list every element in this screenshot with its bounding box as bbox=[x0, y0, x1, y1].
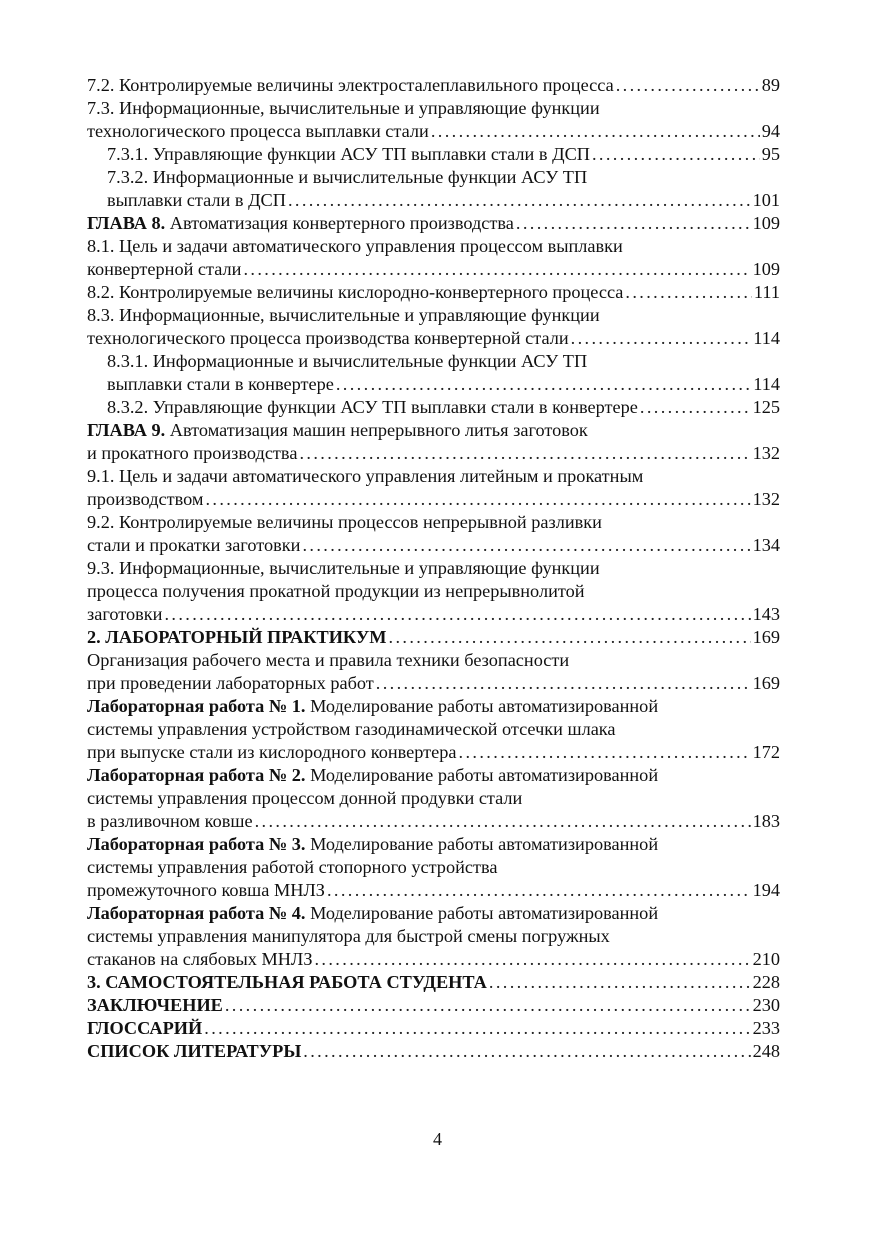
toc-page-number: 95 bbox=[761, 144, 780, 164]
dot-leader bbox=[616, 74, 760, 97]
toc-entry-text: промежуточного ковша МНЛЗ bbox=[87, 880, 325, 900]
toc-entry-text: при выпуске стали из кислородного конвертера bbox=[87, 742, 457, 762]
table-of-contents bbox=[87, 74, 780, 1063]
toc-entry-bold-label: 3. САМОСТОЯТЕЛЬНАЯ РАБОТА СТУДЕНТА bbox=[87, 972, 487, 992]
toc-page-number: 109 bbox=[752, 213, 780, 233]
toc-entry-line bbox=[87, 626, 780, 649]
toc-entry-line bbox=[87, 235, 780, 258]
toc-entry-bold-label: ЗАКЛЮЧЕНИЕ bbox=[87, 995, 223, 1015]
toc-entry[interactable] bbox=[87, 511, 780, 557]
toc-entry[interactable] bbox=[87, 557, 780, 626]
toc-entry-text: 7.2. Контролируемые величины электросталеплавильного процесса bbox=[87, 75, 614, 95]
toc-entry-text: Организация рабочего места и правила техники безопасности bbox=[87, 650, 570, 670]
toc-page-number: 89 bbox=[761, 75, 780, 95]
toc-entry-line bbox=[87, 557, 780, 580]
toc-entry-line bbox=[87, 603, 780, 626]
toc-page-number: 125 bbox=[752, 397, 780, 417]
toc-entry-text: в разливочном ковше bbox=[87, 811, 253, 831]
toc-entry-text: Моделирование работы автоматизированной bbox=[305, 696, 659, 716]
toc-entry-text: выплавки стали в конвертере bbox=[107, 374, 334, 394]
toc-entry-line bbox=[87, 971, 780, 994]
toc-page-number: 228 bbox=[752, 972, 780, 992]
toc-page-number: 114 bbox=[753, 374, 780, 394]
toc-page-number: 143 bbox=[752, 604, 780, 624]
toc-entry-text: 8.3.1. Информационные и вычислительные функции АСУ ТП bbox=[107, 351, 588, 371]
dot-leader bbox=[225, 994, 751, 1017]
toc-entry-text: 8.2. Контролируемые величины кислородно-конвертерного процесса bbox=[87, 282, 624, 302]
toc-entry-line bbox=[87, 787, 780, 810]
toc-page-number: 248 bbox=[752, 1041, 780, 1061]
toc-entry-bold-label: 2. ЛАБОРАТОРНЫЙ ПРАКТИКУМ bbox=[87, 627, 387, 647]
toc-entry[interactable] bbox=[87, 396, 780, 419]
toc-entry-line bbox=[87, 879, 780, 902]
toc-entry-line bbox=[87, 994, 780, 1017]
toc-entry-text: 7.3.1. Управляющие функции АСУ ТП выплавки стали в ДСП bbox=[107, 144, 590, 164]
toc-entry-line bbox=[87, 948, 780, 971]
dot-leader bbox=[288, 189, 751, 212]
toc-entry[interactable] bbox=[87, 649, 780, 695]
toc-entry-text: 8.1. Цель и задачи автоматического управления процессом выплавки bbox=[87, 236, 623, 256]
toc-entry-line bbox=[87, 511, 780, 534]
toc-entry-text: заготовки bbox=[87, 604, 163, 624]
toc-entry-text: системы управления работой стопорного устройства bbox=[87, 857, 498, 877]
toc-page-number: 114 bbox=[753, 328, 780, 348]
toc-entry-bold-label: Лабораторная работа № 1. bbox=[87, 696, 306, 716]
dot-leader bbox=[640, 396, 751, 419]
toc-entry-text: стаканов на слябовых МНЛЗ bbox=[87, 949, 313, 969]
toc-page-number: 233 bbox=[752, 1018, 780, 1038]
toc-entry[interactable] bbox=[87, 626, 780, 649]
dot-leader bbox=[255, 810, 751, 833]
toc-entry-bold-label: Лабораторная работа № 2. bbox=[87, 765, 306, 785]
dot-leader bbox=[302, 534, 750, 557]
dot-leader bbox=[571, 327, 752, 350]
toc-entry[interactable] bbox=[87, 1017, 780, 1040]
toc-entry-line bbox=[87, 74, 780, 97]
toc-entry-text: 9.2. Контролируемые величины процессов непрерывной разливки bbox=[87, 512, 602, 532]
toc-page-number: 132 bbox=[752, 443, 780, 463]
toc-entry-text: Моделирование работы автоматизированной bbox=[305, 903, 659, 923]
dot-leader bbox=[164, 603, 750, 626]
toc-page-number: 172 bbox=[752, 742, 780, 762]
dot-leader bbox=[389, 626, 751, 649]
dot-leader bbox=[205, 488, 750, 511]
toc-entry[interactable] bbox=[87, 281, 780, 304]
toc-entry-line bbox=[87, 902, 780, 925]
toc-entry-text: Моделирование работы автоматизированной bbox=[305, 765, 659, 785]
toc-entry-line bbox=[87, 925, 780, 948]
toc-entry-line bbox=[87, 833, 780, 856]
toc-entry-text: технологического процесса производства конвертерной стали bbox=[87, 328, 569, 348]
toc-entry-text: 8.3. Информационные, вычислительные и управляющие функции bbox=[87, 305, 600, 325]
dot-leader bbox=[299, 442, 750, 465]
toc-entry-text: системы управления устройством газодинамической отсечки шлака bbox=[87, 719, 616, 739]
toc-entry-bold-label: ГЛАВА 9. bbox=[87, 420, 166, 440]
dot-leader bbox=[592, 143, 760, 166]
toc-entry-bold-label: Лабораторная работа № 3. bbox=[87, 834, 306, 854]
toc-entry-text: Автоматизация конвертерного производства bbox=[165, 213, 514, 233]
toc-entry[interactable] bbox=[87, 695, 780, 764]
toc-entry-bold-label: Лабораторная работа № 4. bbox=[87, 903, 306, 923]
toc-entry-line bbox=[87, 327, 780, 350]
toc-entry-line bbox=[87, 672, 780, 695]
toc-entry-text: системы управления процессом донной продувки стали bbox=[87, 788, 523, 808]
toc-entry-text: 8.3.2. Управляющие функции АСУ ТП выплавки стали в конвертере bbox=[107, 397, 638, 417]
toc-entry[interactable] bbox=[87, 994, 780, 1017]
toc-page-number: 230 bbox=[752, 995, 780, 1015]
toc-entry-text: стали и прокатки заготовки bbox=[87, 535, 301, 555]
toc-entry[interactable] bbox=[87, 465, 780, 511]
toc-entry-line bbox=[107, 166, 780, 189]
toc-page-number: 210 bbox=[752, 949, 780, 969]
dot-leader bbox=[489, 971, 751, 994]
toc-entry-line bbox=[87, 534, 780, 557]
toc-page-number: 101 bbox=[752, 190, 780, 210]
toc-entry-text: 9.1. Цель и задачи автоматического управления литейным и прокатным bbox=[87, 466, 644, 486]
toc-entry-bold-label: СПИСОК ЛИТЕРАТУРЫ bbox=[87, 1041, 302, 1061]
toc-entry-text: процесса получения прокатной продукции из непрерывнолитой bbox=[87, 581, 585, 601]
toc-entry-line bbox=[87, 281, 780, 304]
toc-entry-text: конвертерной стали bbox=[87, 259, 242, 279]
toc-page-number: 183 bbox=[752, 811, 780, 831]
toc-entry-line bbox=[87, 212, 780, 235]
toc-entry-text: 7.3. Информационные, вычислительные и управляющие функции bbox=[87, 98, 600, 118]
dot-leader bbox=[459, 741, 751, 764]
toc-page-number: 169 bbox=[752, 673, 780, 693]
toc-entry-line bbox=[87, 258, 780, 281]
toc-entry-line bbox=[87, 741, 780, 764]
toc-page-number: 194 bbox=[752, 880, 780, 900]
toc-entry[interactable] bbox=[87, 304, 780, 350]
toc-entry-line bbox=[87, 419, 780, 442]
toc-entry[interactable] bbox=[87, 97, 780, 143]
toc-entry-line bbox=[107, 350, 780, 373]
toc-entry-line bbox=[87, 764, 780, 787]
toc-entry[interactable] bbox=[87, 1040, 780, 1063]
toc-entry-text: Моделирование работы автоматизированной bbox=[305, 834, 659, 854]
toc-entry-line bbox=[107, 396, 780, 419]
toc-entry[interactable] bbox=[87, 74, 780, 97]
toc-entry-line bbox=[87, 465, 780, 488]
toc-entry[interactable] bbox=[87, 235, 780, 281]
toc-entry-line bbox=[87, 580, 780, 603]
toc-entry-line bbox=[87, 1040, 780, 1063]
toc-entry[interactable] bbox=[87, 833, 780, 902]
dot-leader bbox=[625, 281, 752, 304]
toc-entry-text: производством bbox=[87, 489, 204, 509]
toc-entry[interactable] bbox=[87, 902, 780, 971]
toc-entry[interactable] bbox=[87, 166, 780, 212]
toc-entry[interactable] bbox=[87, 350, 780, 396]
page-number: 4 bbox=[433, 1129, 442, 1149]
dot-leader bbox=[243, 258, 750, 281]
toc-page-number: 169 bbox=[752, 627, 780, 647]
dot-leader bbox=[336, 373, 751, 396]
dot-leader bbox=[204, 1017, 750, 1040]
toc-entry-text: Автоматизация машин непрерывного литья заготовок bbox=[165, 420, 588, 440]
toc-entry-line bbox=[87, 695, 780, 718]
toc-entry-line bbox=[87, 856, 780, 879]
toc-entry-text: выплавки стали в ДСП bbox=[107, 190, 286, 210]
toc-entry[interactable] bbox=[87, 971, 780, 994]
toc-entry-bold-label: ГЛАВА 8. bbox=[87, 213, 166, 233]
toc-entry-text: и прокатного производства bbox=[87, 443, 298, 463]
toc-entry-line bbox=[87, 97, 780, 120]
toc-entry-line bbox=[107, 189, 780, 212]
toc-page-number: 134 bbox=[752, 535, 780, 555]
dot-leader bbox=[314, 948, 750, 971]
dot-leader bbox=[327, 879, 751, 902]
toc-entry-line bbox=[107, 143, 780, 166]
toc-page-number: 94 bbox=[761, 121, 780, 141]
dot-leader bbox=[303, 1040, 750, 1063]
toc-entry-text: 9.3. Информационные, вычислительные и управляющие функции bbox=[87, 558, 600, 578]
toc-entry-line bbox=[107, 373, 780, 396]
toc-entry-text: технологического процесса выплавки стали bbox=[87, 121, 429, 141]
toc-entry-line bbox=[87, 1017, 780, 1040]
dot-leader bbox=[431, 120, 760, 143]
toc-entry-line bbox=[87, 649, 780, 672]
dot-leader bbox=[376, 672, 751, 695]
toc-entry-text: 7.3.2. Информационные и вычислительные функции АСУ ТП bbox=[107, 167, 588, 187]
toc-entry-line bbox=[87, 488, 780, 511]
toc-entry-text: при проведении лабораторных работ bbox=[87, 673, 374, 693]
toc-entry-line bbox=[87, 304, 780, 327]
toc-entry-line bbox=[87, 810, 780, 833]
toc-entry-line bbox=[87, 718, 780, 741]
toc-entry[interactable] bbox=[87, 764, 780, 833]
toc-entry-line bbox=[87, 120, 780, 143]
toc-entry[interactable] bbox=[87, 419, 780, 465]
toc-entry-line bbox=[87, 442, 780, 465]
toc-page-number: 109 bbox=[752, 259, 780, 279]
toc-page-number: 132 bbox=[752, 489, 780, 509]
toc-page-number: 111 bbox=[753, 282, 780, 302]
toc-entry-bold-label: ГЛОССАРИЙ bbox=[87, 1018, 203, 1038]
toc-entry[interactable] bbox=[87, 212, 780, 235]
toc-entry[interactable] bbox=[87, 143, 780, 166]
toc-entry-text: системы управления манипулятора для быстрой смены погружных bbox=[87, 926, 610, 946]
dot-leader bbox=[516, 212, 751, 235]
